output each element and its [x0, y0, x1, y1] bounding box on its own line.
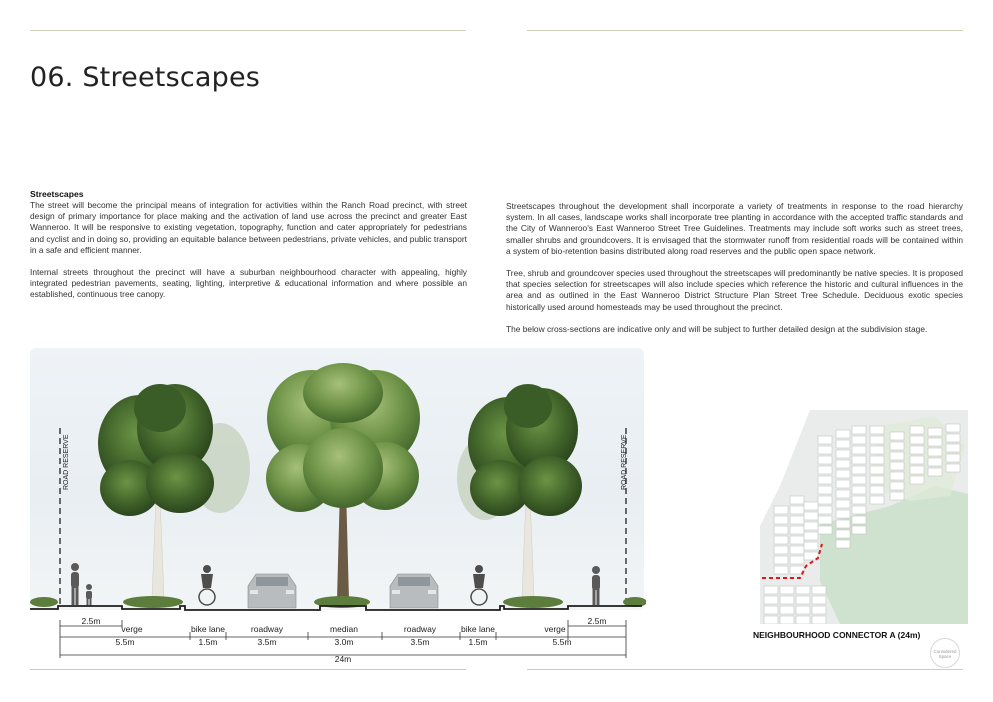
map-lot — [790, 516, 804, 524]
map-lot — [870, 426, 884, 434]
dim-bike-left-width: 1.5m — [198, 637, 218, 647]
dim-bike-right-label: bike lane — [460, 624, 496, 634]
map-lot — [790, 536, 804, 544]
right-paragraph-2: Tree, shrub and groundcover species used throughout the streetscapes will predominantly be native species. It is proposed that species selection for streetscapes will also include species which reference the historic and cultural influences in the area and as outlined in the East Wanneroo District Structure Plan Street Tree Schedule. Deciduous exotic species historically used around homesteads may be used throughout the precinct. — [506, 268, 963, 312]
map-lot — [836, 490, 850, 498]
map-lot — [812, 606, 826, 614]
map-lot — [790, 556, 804, 564]
map-lot — [890, 432, 904, 440]
map-lot — [774, 536, 788, 544]
map-lot — [946, 454, 960, 462]
dim-verge-left-label: verge — [121, 624, 143, 634]
map-lot — [852, 506, 866, 514]
map-lot — [890, 462, 904, 470]
map-lot — [928, 458, 942, 466]
map-lot — [836, 440, 850, 448]
map-lot — [796, 606, 810, 614]
map-lot — [928, 438, 942, 446]
map-lot — [796, 616, 810, 624]
map-lot — [790, 506, 804, 514]
dim-verge-right-label: verge — [544, 624, 566, 634]
map-lot — [818, 506, 832, 514]
map-lot — [870, 466, 884, 474]
map-lot — [818, 516, 832, 524]
section-heading: Streetscapes — [30, 189, 84, 199]
logo-line-1: Considered — [933, 649, 957, 654]
map-lot — [804, 532, 818, 540]
dim-reserve-left-width: 2.5m — [81, 616, 101, 626]
map-lot — [946, 444, 960, 452]
pedestrian-adult-child-left — [71, 563, 92, 606]
map-lot — [852, 526, 866, 534]
map-lot — [774, 526, 788, 534]
map-lot — [910, 436, 924, 444]
dim-reserve-right-width: 2.5m — [587, 616, 607, 626]
map-lot — [812, 596, 826, 604]
road-reserve-label-left: ROAD RESERVE — [63, 434, 70, 490]
cyclist-left — [199, 565, 215, 605]
tree-right — [468, 384, 582, 598]
map-lot — [928, 448, 942, 456]
bottom-left-rule — [30, 669, 466, 670]
map-lot — [852, 446, 866, 454]
map-lot — [870, 496, 884, 504]
map-lot — [818, 526, 832, 534]
right-text-column — [506, 201, 963, 346]
left-text-column — [30, 189, 467, 312]
cyclist-right — [471, 565, 487, 605]
map-lot — [804, 542, 818, 550]
map-lot — [790, 546, 804, 554]
map-lot — [764, 586, 778, 594]
map-lot — [852, 476, 866, 484]
map-lot — [836, 470, 850, 478]
map-lot — [818, 456, 832, 464]
map-lot — [818, 446, 832, 454]
map-lot — [780, 606, 794, 614]
map-lot — [796, 596, 810, 604]
bottom-right-rule — [527, 669, 963, 670]
map-lot — [836, 530, 850, 538]
map-lot — [780, 596, 794, 604]
map-lot — [764, 596, 778, 604]
map-lot — [870, 446, 884, 454]
tree-median — [266, 363, 420, 600]
map-lot — [910, 456, 924, 464]
map-lot — [764, 616, 778, 624]
map-lot — [764, 606, 778, 614]
map-lot — [890, 442, 904, 450]
map-lot — [946, 464, 960, 472]
map-lot — [774, 506, 788, 514]
map-lot — [836, 460, 850, 468]
map-lot — [890, 452, 904, 460]
top-left-rule — [30, 30, 466, 31]
right-paragraph-3: The below cross-sections are indicative only and will be subject to further detailed design at the subdivision stage. — [506, 323, 928, 334]
street-cross-section-illustration — [30, 348, 646, 614]
map-lot — [790, 496, 804, 504]
tree-left — [98, 384, 214, 598]
map-lot — [852, 516, 866, 524]
map-lot — [836, 450, 850, 458]
map-lot — [852, 436, 866, 444]
map-lot — [818, 486, 832, 494]
map-caption: NEIGHBOURHOOD CONNECTOR A (24m) — [753, 630, 921, 640]
map-lot — [780, 616, 794, 624]
dim-median-label: median — [330, 624, 358, 634]
map-lot — [836, 430, 850, 438]
map-lot — [804, 512, 818, 520]
dim-bike-right-width: 1.5m — [468, 637, 488, 647]
dim-verge-left-width: 5.5m — [115, 637, 135, 647]
map-lot — [946, 434, 960, 442]
map-lot — [818, 476, 832, 484]
map-lot — [852, 486, 866, 494]
map-lot — [836, 520, 850, 528]
map-lot — [836, 540, 850, 548]
car-right — [390, 574, 438, 608]
map-lot — [870, 476, 884, 484]
logo-line-2: Space — [938, 654, 952, 659]
map-lot — [812, 616, 826, 624]
map-lot — [852, 466, 866, 474]
map-lot — [836, 480, 850, 488]
map-lot — [804, 502, 818, 510]
map-lot — [852, 496, 866, 504]
map-lot — [910, 426, 924, 434]
map-lot — [870, 436, 884, 444]
considered-space-logo — [930, 638, 960, 668]
map-lot — [804, 522, 818, 530]
map-lot — [928, 428, 942, 436]
dim-road-left-label: roadway — [250, 624, 284, 634]
map-lot — [910, 476, 924, 484]
map-lot — [836, 500, 850, 508]
map-lot — [910, 466, 924, 474]
left-paragraph-2: Internal streets throughout the precinct will have a suburban neighbourhood character with appealing, highly integrated pedestrian pavements, seating, lighting, interpretive & educational information and where possible an established, continuous tree canopy. — [30, 267, 467, 300]
top-right-rule — [527, 30, 963, 31]
map-lot — [774, 516, 788, 524]
map-lot — [910, 446, 924, 454]
map-lot — [818, 436, 832, 444]
dim-verge-right-width: 5.5m — [552, 637, 572, 647]
map-lot — [774, 546, 788, 554]
map-lot — [818, 466, 832, 474]
dim-road-right-label: roadway — [403, 624, 437, 634]
map-lot — [890, 472, 904, 480]
map-lot — [890, 482, 904, 490]
map-lot — [946, 424, 960, 432]
map-lot — [836, 510, 850, 518]
right-paragraph-1: Streetscapes throughout the development shall incorporate a variety of treatments in response to the road hierarchy system. In all cases, landscape works shall incorporate tree planting in accordance with the accepted traffic standards and the City of Wanneroo's East Wanneroo Street Tree Guidelines. Treatments may include soft works such as street trees, smaller shrubs and groundcovers. It is envisaged that the stormwater runoff from residential roads will be contained within a system of bio-retention basins distributed along road reserves and the public open space network. — [506, 201, 963, 256]
dim-bike-left-label: bike lane — [190, 624, 226, 634]
map-lot — [890, 492, 904, 500]
pedestrian-right — [592, 566, 600, 605]
map-lot — [852, 426, 866, 434]
page-title: 06. Streetscapes — [30, 62, 261, 93]
dim-road-right-width: 3.5m — [410, 637, 430, 647]
dim-total-width: 24m — [334, 654, 352, 664]
map-lot — [870, 456, 884, 464]
map-lot — [870, 486, 884, 494]
map-lot — [774, 556, 788, 564]
dim-median-width: 3.0m — [334, 637, 354, 647]
map-lot — [780, 586, 794, 594]
map-lot — [928, 468, 942, 476]
road-reserve-label-right: ROAD RESERVE — [621, 434, 628, 490]
map-lot — [818, 496, 832, 504]
map-lot — [852, 456, 866, 464]
neighbourhood-key-map — [760, 406, 970, 624]
left-paragraph-1: The street will become the principal means of integration for activities within the Ranch Road precinct, with street design of primary importance for place making and the activation of land use across the precinct and greater East Wanneroo. It will be responsive to existing vegetation, topography, function and cater appropriately for pedestrians and cyclist and in doing so, providing an equitable balance between pedestrians, private vehicles, and public transport in a safe and efficient manner. — [30, 200, 467, 255]
car-left — [248, 574, 296, 608]
cross-section-dimensions — [30, 610, 646, 666]
map-lot — [812, 586, 826, 594]
map-lot — [790, 526, 804, 534]
map-lot — [774, 566, 788, 574]
map-lot — [796, 586, 810, 594]
key-map-svg — [760, 406, 970, 624]
dim-road-left-width: 3.5m — [257, 637, 277, 647]
